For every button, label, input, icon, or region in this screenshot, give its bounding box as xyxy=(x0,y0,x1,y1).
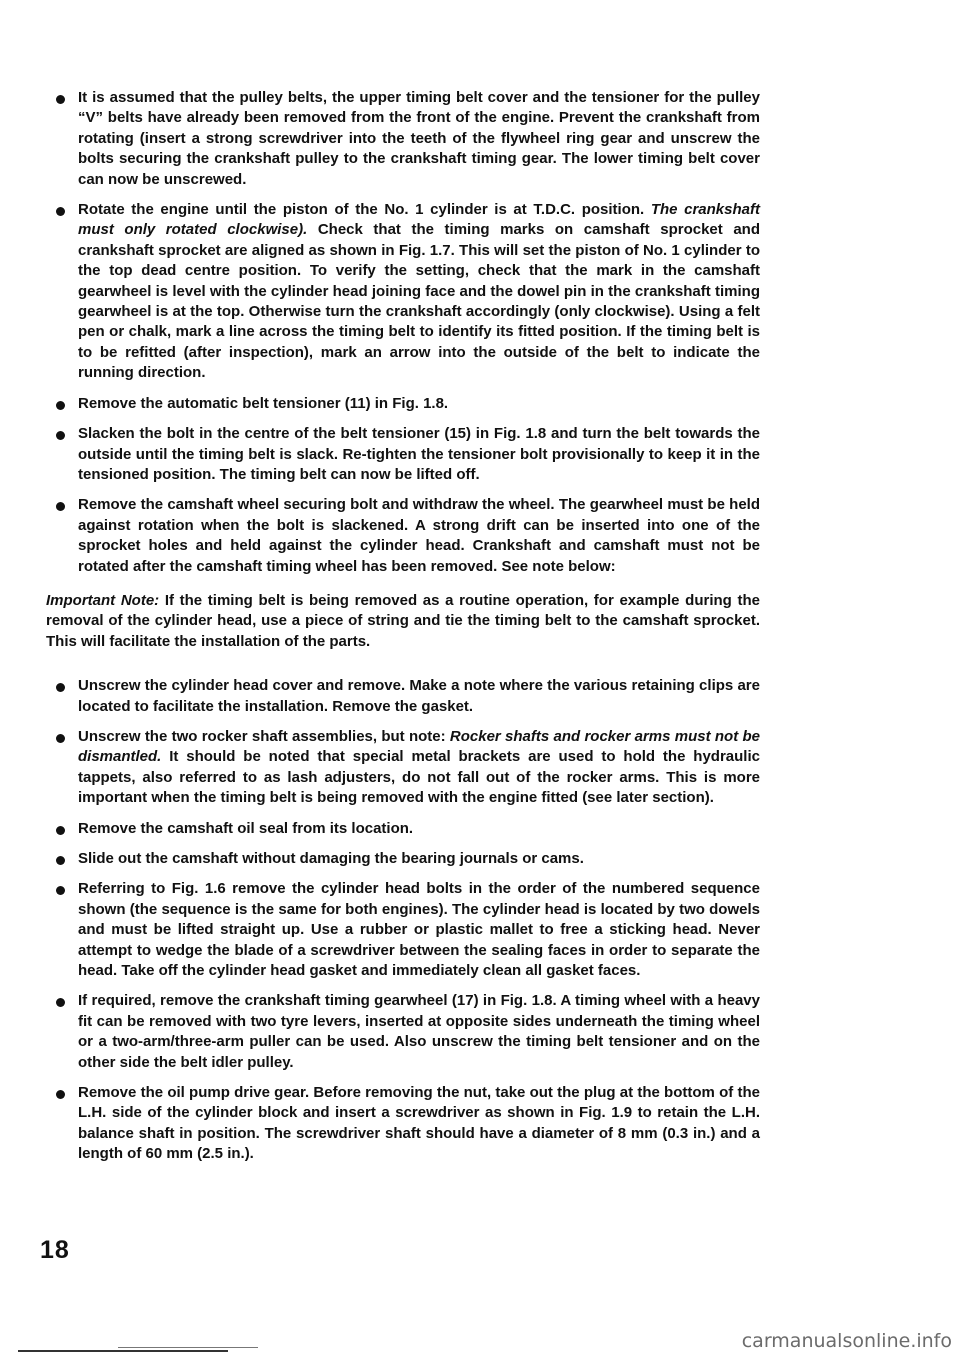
step-oil-pump-gear: Remove the oil pump drive gear. Before removing the nut, take out the plug at the bottom of the L.H. side of the cylinder block and insert a screwdriver as shown in Fig. 1.9 to retain the L.H. balance shaft in position. The screwdriver shaft should have a diameter of 8 mm (0.3 in.) and a length of 60 mm (2.5 in.). xyxy=(46,1083,760,1165)
step-text: Check that the timing marks on camshaft sprocket and crankshaft sprocket are aligned as shown in Fig. 1.7. This will set the piston of No. 1 cylinder to the top dead centre position. To verify the setting, check that the mark in the camshaft gearwheel is level with the cylinder head joining face and the dowel pin in the crankshaft timing gearwheel is at the top. Otherwise turn the crankshaft accordingly xyxy=(78,221,760,321)
step-remove-tensioner: Remove the automatic belt tensioner (11) in Fig. 1.8. xyxy=(46,394,760,414)
procedure-list-bottom xyxy=(46,676,760,1165)
watermark: carmanualsonline.info xyxy=(741,1330,952,1352)
footer-rule xyxy=(18,1350,228,1352)
step-rocker-shafts xyxy=(46,727,760,809)
step-assumptions: It is assumed that the pulley belts, the upper timing belt cover and the tensioner for the pulley “V” belts have already been removed from the front of the engine. Prevent the crankshaft from rotating (insert a strong screwdriver into the teeth of the flywheel ring gear and unscrew the bolts securing the crankshaft pulley to the crankshaft timing gear. The lower timing belt cover can now be unscrewed. xyxy=(46,88,760,190)
clockwise-emphasis: (only clockwise). xyxy=(554,303,675,321)
step-slacken-bolt: Slacken the bolt in the centre of the belt tensioner (15) in Fig. 1.8 and turn the belt towards the outside until the timing belt is slack. Re-tighten the tensioner bolt provisionally to keep it in the tensioned position. The timing belt can now be lifted off. xyxy=(46,424,760,485)
rocker-warning: Rocker shafts and rocker arms must not be dismantled. xyxy=(78,727,760,766)
step-oil-seal: Remove the camshaft oil seal from its location. xyxy=(46,819,760,839)
page-content xyxy=(46,88,760,1175)
note-text: If the timing belt is being removed as a routine operation, for example during the removal of the cylinder head, use a piece of string and tie the timing belt to the camshaft sprocket. This will facilitate the installation of the parts. xyxy=(46,591,760,650)
step-remove-camshaft-wheel: Remove the camshaft wheel securing bolt and withdraw the wheel. The gearwheel must be held against rotation when the bolt is slackened. A strong drift can be inserted into one of the sprocket holes and held against the cylinder head. Crankshaft and camshaft must not be rotated after the camshaft timing wheel has been removed. See note below: xyxy=(46,495,760,577)
step-head-bolts: Referring to Fig. 1.6 remove the cylinder head bolts in the order of the numbered sequence shown (the sequence is the same for both engines). The cylinder head is located by two dowels and must be lifted straight up. Use a rubber or plastic mallet to free a sticking head. Never attempt to wedge the blade of a screwdriver between the sealing faces in order to separate the head. Take off the cylinder head gasket and immediately clean all gasket faces. xyxy=(46,879,760,981)
important-note xyxy=(46,591,760,652)
step-slide-camshaft: Slide out the camshaft without damaging the bearing journals or cams. xyxy=(46,849,760,869)
step-text: Rotate the engine until the piston of the No. 1 cylinder is at T.D.C. position. xyxy=(78,201,651,219)
step-text: Unscrew the two rocker shaft assemblies, but note: xyxy=(78,727,450,745)
footer-rule-secondary xyxy=(118,1347,258,1348)
step-remove-head-cover: Unscrew the cylinder head cover and remove. Make a note where the various retaining clips are located to facilitate the installation. Remove the gasket. xyxy=(46,676,760,717)
page-number: 18 xyxy=(40,1236,70,1264)
step-text: It should be noted that special metal brackets are used to hold the hydraulic tappets, also referred to as lash adjusters, do not fall out of the rocker arms. This is more important when the timing belt is being removed with the engine fitted (see later section). xyxy=(78,748,760,807)
step-crankshaft-gearwheel: If required, remove the crankshaft timing gearwheel (17) in Fig. 1.8. A timing wheel with a heavy fit can be removed with two tyre levers, inserted at opposite sides underneath the timing wheel or a two-arm/three-arm puller can be used. Also unscrew the timing belt tensioner and on the other side the belt idler pulley. xyxy=(46,991,760,1073)
step-rotate-engine xyxy=(46,200,760,384)
note-label: Important Note: xyxy=(46,591,160,609)
clockwise-warning: The crankshaft must only rotated clockwise). xyxy=(78,201,760,239)
procedure-list-top xyxy=(46,88,760,577)
step-text: Using a felt pen or chalk, mark a line across the timing belt to identify its fitted position. If the timing belt is to be refitted (after inspection), mark an arrow into the outside of the belt to indicate the running direction. xyxy=(78,303,760,382)
